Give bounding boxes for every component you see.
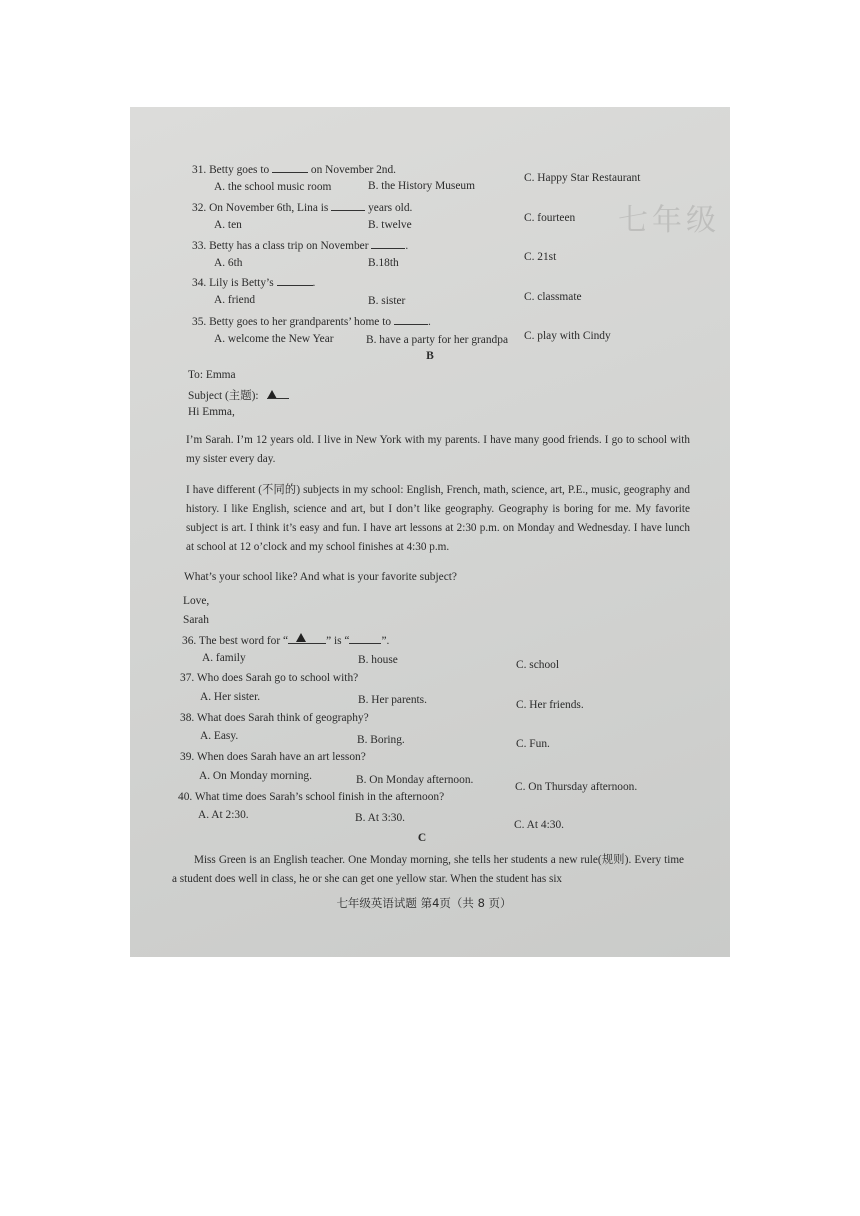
q34-option-b: B. sister	[368, 295, 406, 307]
email-paragraph-2: I have different (不同的) subjects in my school: English, French, math, science, art, P.E., music, geography and history. I like English, science and art, but I don’t like geography. Geography is boring for me. My favorite subject is art. I think it’s easy and fun. I have art lessons at 2:30 p.m. on Monday and Wednesday. I have lunch at school at 12 o’clock and my school finishes at 4:30 p.m.	[186, 484, 690, 553]
page-footer: 七年级英语试题 第4页（共 8 页）	[336, 896, 512, 910]
q31-option-b: B. the History Museum	[368, 180, 475, 192]
email-paragraph-3: What’s your school like? And what is your favorite subject?	[184, 571, 457, 583]
section-c-heading: C	[417, 832, 427, 844]
question-40: 40. What time does Sarah’s school finish in the afternoon?	[178, 791, 445, 803]
question-32: 32. On November 6th, Lina is years old.	[192, 199, 412, 215]
q39-option-a: A. On Monday morning.	[199, 770, 312, 782]
q40-option-c: C. At 4:30.	[514, 819, 565, 831]
q39-option-c: C. On Thursday afternoon.	[515, 781, 638, 793]
email-subject: Subject (主题):	[188, 387, 289, 403]
q31-option-c: C. Happy Star Restaurant	[524, 172, 641, 184]
q36-option-a: A. family	[202, 652, 246, 664]
email-greeting: Hi Emma,	[188, 406, 235, 418]
q35-option-c: C. play with Cindy	[524, 330, 611, 342]
question-33: 33. Betty has a class trip on November .	[192, 237, 408, 253]
q33-option-b: B.18th	[368, 257, 399, 269]
email-paragraph-1: I’m Sarah. I’m 12 years old. I live in New York with my parents. I have many good friends. I go to school with my sister every day.	[186, 434, 690, 465]
question-39: 39. When does Sarah have an art lesson?	[180, 751, 366, 763]
q37-option-b: B. Her parents.	[358, 694, 427, 706]
q36-option-c: C. school	[516, 659, 560, 671]
section-b-heading: B	[426, 350, 434, 362]
question-37: 37. Who does Sarah go to school with?	[180, 672, 359, 684]
q40-option-a: A. At 2:30.	[198, 809, 249, 821]
q38-option-b: B. Boring.	[357, 734, 405, 746]
q34-option-a: A. friend	[214, 294, 256, 306]
q33-option-c: C. 21st	[524, 251, 557, 263]
q32-option-b: B. twelve	[368, 219, 412, 231]
q31-option-a: A. the school music room	[214, 181, 332, 193]
q35-option-b: B. have a party for her grandpa	[366, 334, 509, 346]
email-to: To: Emma	[188, 369, 236, 381]
question-36: 36. The best word for “ ” is “ ”.	[182, 632, 389, 648]
q35-option-a: A. welcome the New Year	[214, 333, 334, 345]
question-34: 34. Lily is Betty’s .	[192, 274, 315, 290]
q32-option-c: C. fourteen	[524, 212, 576, 224]
passage-c: Miss Green is an English teacher. One Monday morning, she tells her students a new rule(规则). Every time a student does well in class, he or she can get one yellow star. When the student has six	[172, 854, 684, 885]
q38-option-c: C. Fun.	[516, 738, 550, 750]
q40-option-b: B. At 3:30.	[355, 812, 406, 824]
q33-option-a: A. 6th	[214, 257, 243, 269]
q37-option-c: C. Her friends.	[516, 699, 584, 711]
email-closing: Love,	[183, 595, 210, 607]
exam-page	[130, 107, 730, 957]
q34-option-c: C. classmate	[524, 291, 582, 303]
email-signature: Sarah	[183, 614, 209, 626]
q32-option-a: A. ten	[214, 219, 242, 231]
question-38: 38. What does Sarah think of geography?	[180, 712, 369, 724]
q36-option-b: B. house	[358, 654, 398, 666]
question-35: 35. Betty goes to her grandparents’ home to .	[192, 313, 431, 329]
q37-option-a: A. Her sister.	[200, 691, 261, 703]
q38-option-a: A. Easy.	[200, 730, 239, 742]
q39-option-b: B. On Monday afternoon.	[356, 774, 474, 786]
question-31: 31. Betty goes to on November 2nd.	[192, 161, 396, 177]
bleed-through-text: 七年级	[618, 203, 720, 238]
